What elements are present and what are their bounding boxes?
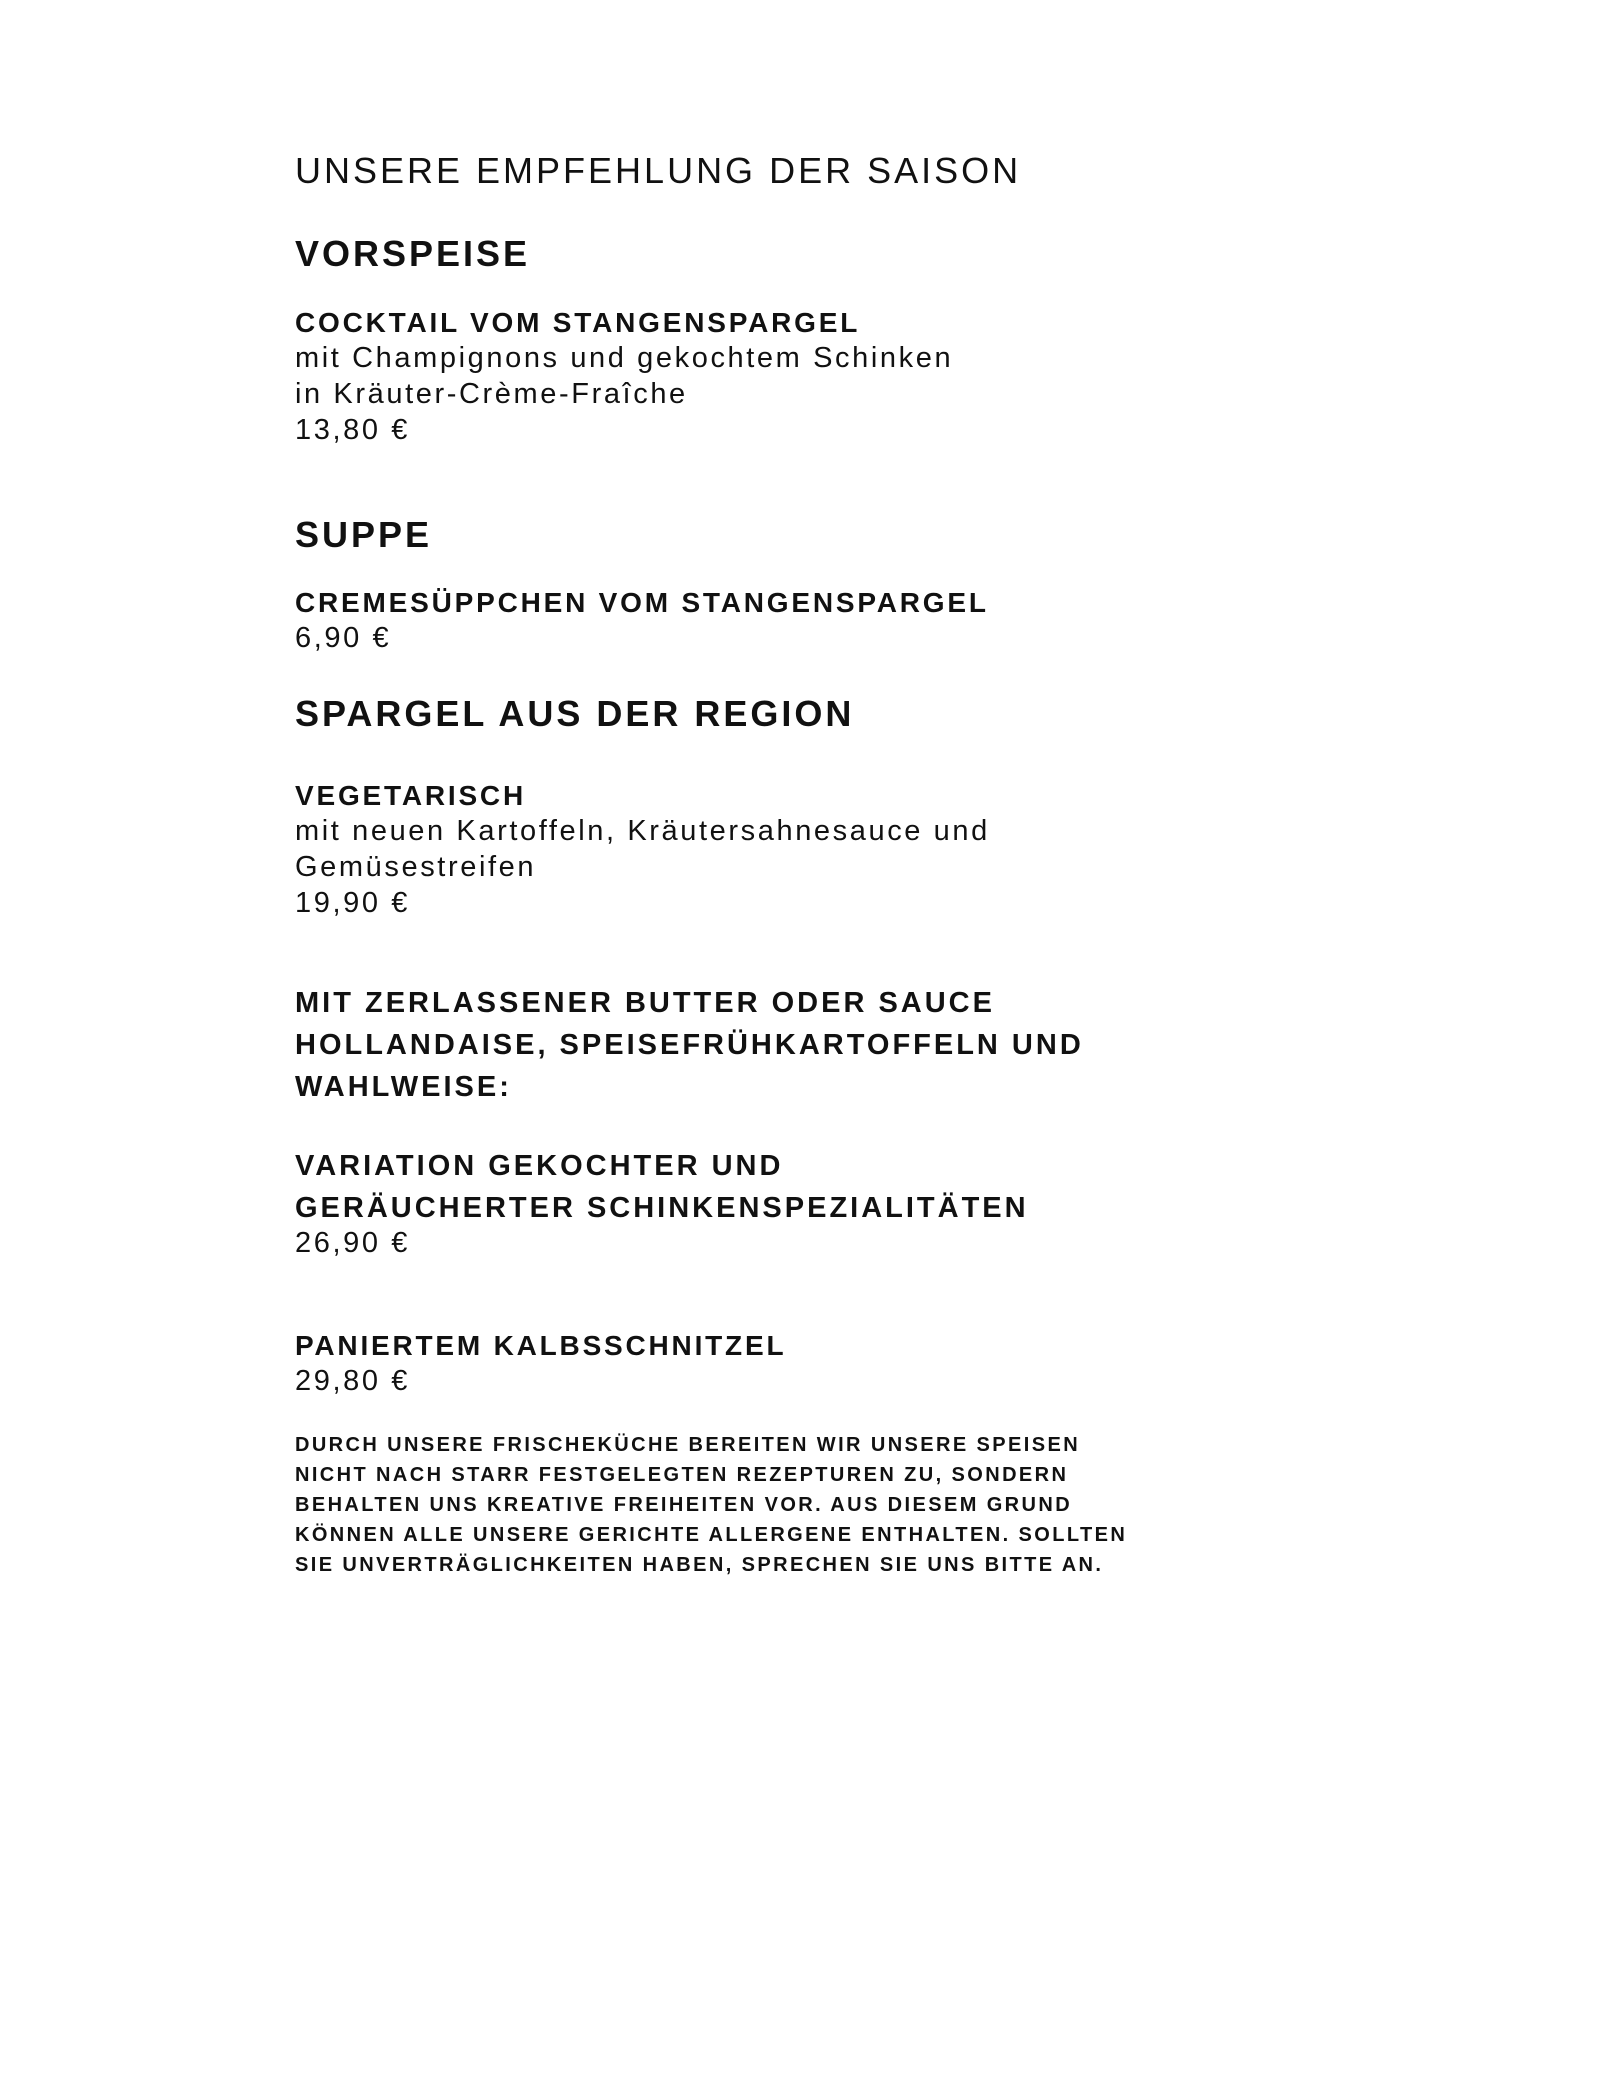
dish-price-vegetarisch: 19,90 € (295, 887, 410, 919)
dish-name-line: GERÄUCHERTER SCHINKENSPEZIALITÄTEN (295, 1192, 1029, 1224)
dish-name-line: VARIATION GEKOCHTER UND (295, 1150, 784, 1182)
serving-intro-line: MIT ZERLASSENER BUTTER ODER SAUCE (295, 987, 995, 1019)
dish-name-kalbsschnitzel: PANIERTEM KALBSSCHNITZEL (295, 1330, 787, 1361)
notice-line: NICHT NACH STARR FESTGELEGTEN REZEPTUREN ZU, SONDERN (295, 1464, 1069, 1486)
section-heading-suppe: SUPPE (295, 514, 433, 555)
dish-price-kalbsschnitzel: 29,80 € (295, 1365, 410, 1397)
dish-name-cocktail: COCKTAIL VOM STANGENSPARGEL (295, 307, 861, 338)
notice-line: BEHALTEN UNS KREATIVE FREIHEITEN VOR. AUS DIESEM GRUND (295, 1494, 1073, 1516)
dish-description-vegetarisch (295, 813, 990, 885)
dish-name-cremesueppchen: CREMESÜPPCHEN VOM STANGENSPARGEL (295, 587, 989, 618)
page-title: UNSERE EMPFEHLUNG DER SAISON (295, 150, 1022, 191)
dish-name-schinken-variation (295, 1145, 1029, 1229)
dish-name-vegetarisch: VEGETARISCH (295, 780, 526, 811)
dish-price-cremesueppchen: 6,90 € (295, 622, 392, 654)
dish-description-line: Gemüsestreifen (295, 851, 537, 883)
serving-intro-line: HOLLANDAISE, SPEISEFRÜHKARTOFFELN UND (295, 1029, 1084, 1061)
dish-description-cocktail (295, 340, 953, 412)
section-heading-vorspeise: VORSPEISE (295, 233, 531, 274)
notice-line: DURCH UNSERE FRISCHEKÜCHE BEREITEN WIR UNSERE SPEISEN (295, 1434, 1081, 1456)
dish-price-cocktail: 13,80 € (295, 414, 410, 446)
dish-description-line: in Kräuter-Crème-Fraîche (295, 378, 688, 410)
dish-description-line: mit neuen Kartoffeln, Kräutersahnesauce und (295, 815, 990, 847)
notice-line: KÖNNEN ALLE UNSERE GERICHTE ALLERGENE ENTHALTEN. SOLLTEN (295, 1524, 1128, 1546)
dish-description-line: mit Champignons und gekochtem Schinken (295, 342, 954, 374)
serving-intro (295, 982, 1084, 1108)
notice-line: SIE UNVERTRÄGLICHKEITEN HABEN, SPRECHEN SIE UNS BITTE AN. (295, 1554, 1104, 1576)
allergen-notice (295, 1430, 1127, 1580)
dish-price-schinken-variation: 26,90 € (295, 1227, 410, 1259)
section-heading-spargel: SPARGEL AUS DER REGION (295, 693, 855, 734)
serving-intro-line: WAHLWEISE: (295, 1071, 512, 1103)
